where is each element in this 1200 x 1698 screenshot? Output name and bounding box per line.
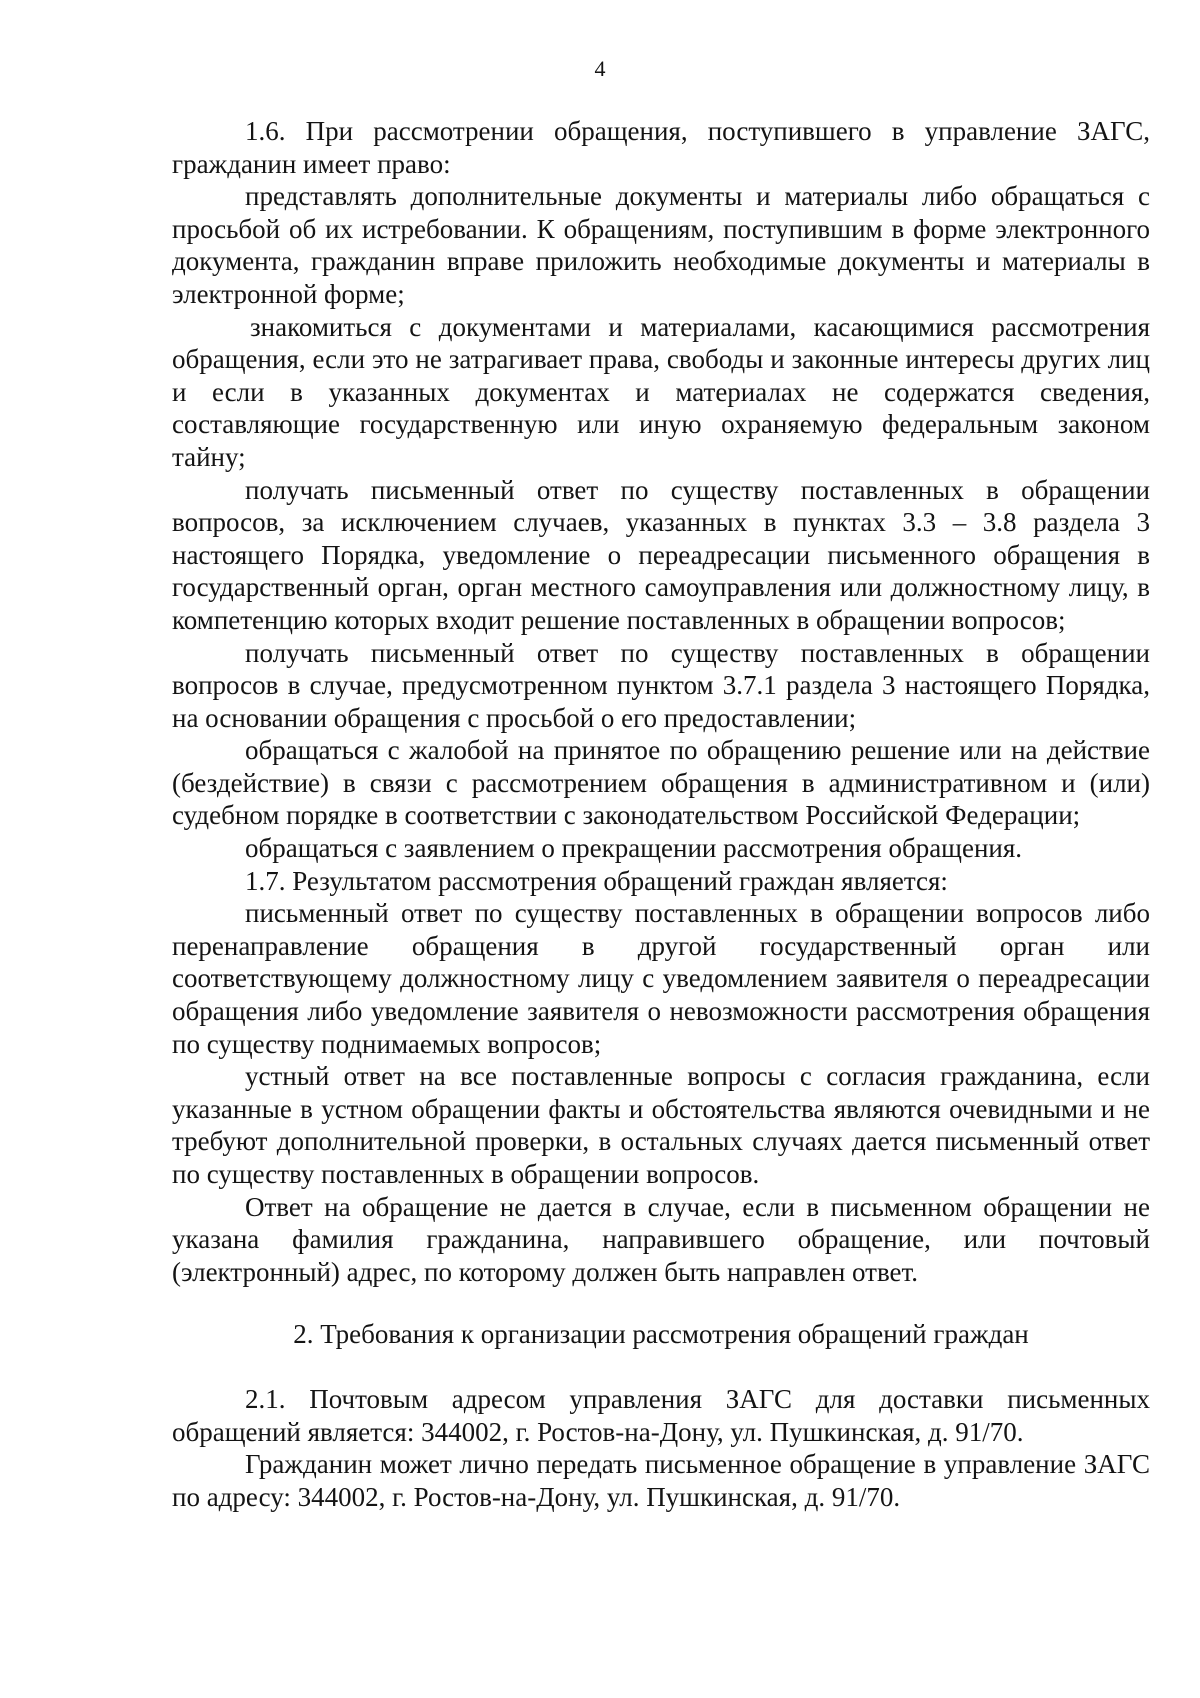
paragraph-right-complaint: обращаться с жалобой на принятое по обращению решение или на действие (бездействие) в связи с рассмотрением обращения в административном и (или) судебном порядке в соответствии с законодательством Российской Федерации; bbox=[172, 735, 1150, 831]
paragraph-right-termination: обращаться с заявлением о прекращении рассмотрения обращения. bbox=[245, 833, 1023, 864]
paragraph-2-1-postal-address: 2.1. Почтовым адресом управления ЗАГС для доставки письменных обращений является: 344002, г. Ростов-на-Дону, ул. Пушкинская, д. 91/70. bbox=[172, 1383, 1150, 1447]
paragraph-right-written-answer: получать письменный ответ по существу поставленных в обращении вопросов, за исключением случаев, указанных в пунктах 3.3 – 3.8 раздела 3 настоящего Порядка, уведомление о переадресации письменного обращения в государственный орган, орган местного самоуправления или должностному лицу, в компетенцию которых входит решение поставленных в обращении вопросов; bbox=[172, 474, 1150, 635]
paragraph-personal-delivery: Гражданин может лично передать письменное обращение в управление ЗАГС по адресу: 344002, г. Ростов-на-Дону, ул. Пушкинская, д. 91/70. bbox=[172, 1449, 1150, 1512]
paragraph-1-7-intro: 1.7. Результатом рассмотрения обращений граждан является: bbox=[245, 865, 948, 896]
paragraph-result-written-answer: письменный ответ по существу поставленных в обращении вопросов либо перенаправление обращения в другой государственный орган или соответствующему должностному лицу с уведомлением заявителя о переадресации обращения либо уведомление заявителя о невозможности рассмотрения обращения по существу поднимаемых вопросов; bbox=[172, 898, 1150, 1059]
paragraph-right-answer-on-request: получать письменный ответ по существу поставленных в обращении вопросов в случае, предусмотренном пунктом 3.7.1 раздела 3 настоящего Порядка, на основании обращения с просьбой о его предоставлении; bbox=[172, 637, 1150, 733]
document-body bbox=[172, 115, 1150, 1513]
paragraph-right-review-materials: знакомиться с документами и материалами, касающимися рассмотрения обращения, если это не затрагивает права, свободы и законные интересы других лиц и если в указанных документах и материалах не содержатся сведения, составляющие государственную или иную охраняемую федеральным законом тайну; bbox=[172, 311, 1150, 472]
paragraph-1-6-intro: 1.6. При рассмотрении обращения, поступившего в управление ЗАГС, гражданин имеет право: bbox=[172, 116, 1150, 179]
paragraph-result-oral-answer: устный ответ на все поставленные вопросы с согласия гражданина, если указанные в устном обращении факты и обстоятельства являются очевидными и не требуют дополнительной проверки, в остальных случаях дается письменный ответ по существу поставленных в обращении вопросов. bbox=[172, 1061, 1150, 1189]
page-number: 4 bbox=[594, 56, 606, 81]
section-heading: 2. Требования к организации рассмотрения обращений граждан bbox=[293, 1319, 1029, 1350]
paragraph-right-provide-documents: представлять дополнительные документы и материалы либо обращаться с просьбой об их истребовании. К обращениям, поступившим в форме электронного документа, гражданин вправе приложить необходимые документы и материалы в электронной форме; bbox=[172, 181, 1150, 309]
paragraph-no-answer-case: Ответ на обращение не дается в случае, если в письменном обращении не указана фамилия гражданина, направившего обращение, или почтовый (электронный) адрес, по которому должен быть направлен ответ. bbox=[172, 1191, 1150, 1287]
